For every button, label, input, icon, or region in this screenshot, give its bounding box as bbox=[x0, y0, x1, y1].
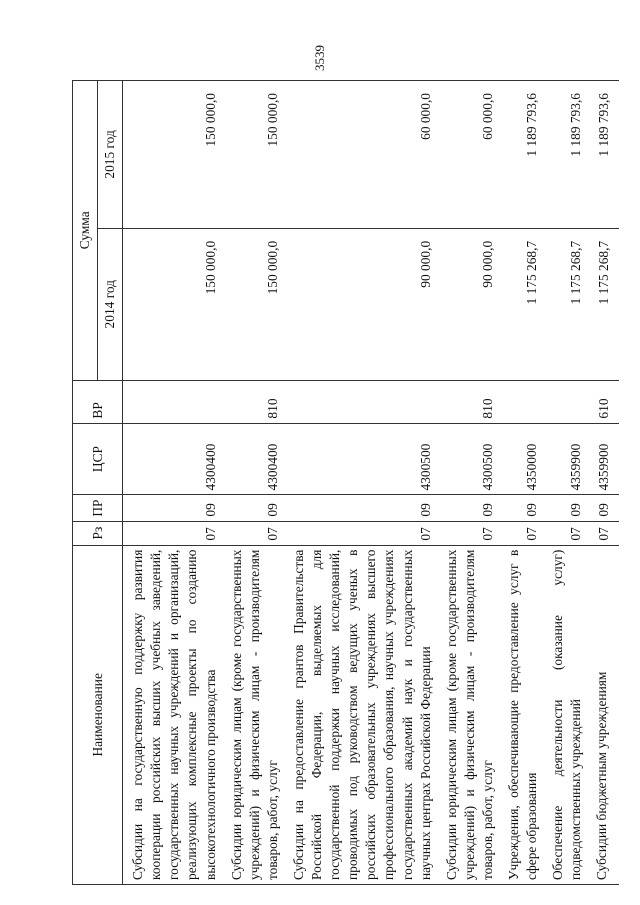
header-pr: ПР bbox=[73, 495, 123, 521]
row-pr: 09 bbox=[591, 495, 619, 521]
row-amount-2014: 150 000,0 bbox=[123, 228, 226, 380]
row-rz: 07 bbox=[441, 521, 503, 545]
row-amount-2014: 1 175 268,7 bbox=[503, 228, 547, 380]
row-amount-2015: 150 000,0 bbox=[123, 81, 226, 229]
row-pr: 09 bbox=[288, 495, 441, 521]
row-csr: 4350000 bbox=[503, 423, 547, 495]
table-row bbox=[591, 81, 619, 885]
header-sum: Сумма bbox=[73, 81, 98, 381]
row-name: Субсидии юридическим лицам (кроме государственных учреждений) и физическим лицам - производителям товаров, работ, услуг bbox=[441, 545, 503, 884]
row-name: Субсидии на государственную поддержку развития кооперации российских высших учебных заведений, государственных научных учреждений и организаций, реализующих комплексные проекты по созданию высокотехнологичного производства bbox=[123, 545, 226, 884]
row-name: Субсидии бюджетным учреждениям bbox=[591, 545, 619, 884]
header-csr: ЦСР bbox=[73, 423, 123, 495]
page-number-text: 3539 bbox=[312, 45, 327, 71]
header-year-2015: 2015 год bbox=[98, 81, 123, 229]
row-vr bbox=[503, 380, 547, 423]
table-row bbox=[123, 81, 226, 885]
row-name: Субсидии на предоставление грантов Правительства Российской Федерации, выделяемых для государственной поддержки научных исследований, проводимых под руководством ведущих ученых в российских образовательных учреждениях высшего профессионального образования, научных учреждениях государственных академий наук и государственных научных центрах Российской Федерации bbox=[288, 545, 441, 884]
row-csr: 4300500 bbox=[441, 423, 503, 495]
row-vr: 810 bbox=[226, 380, 288, 423]
table-row bbox=[288, 81, 441, 885]
table-row bbox=[503, 81, 547, 885]
header-vr: ВР bbox=[73, 380, 123, 423]
row-name: Учреждения, обеспечивающие предоставление услуг в сфере образования bbox=[503, 545, 547, 884]
header-rz: Рз bbox=[73, 521, 123, 545]
row-amount-2015: 1 189 793,6 bbox=[591, 81, 619, 229]
row-amount-2015: 1 189 793,6 bbox=[503, 81, 547, 229]
row-amount-2015: 60 000,0 bbox=[288, 81, 441, 229]
rotated-page-content bbox=[72, 80, 612, 885]
table-row bbox=[547, 81, 591, 885]
row-amount-2014: 1 175 268,7 bbox=[591, 228, 619, 380]
row-rz: 07 bbox=[288, 521, 441, 545]
row-amount-2014: 90 000,0 bbox=[441, 228, 503, 380]
row-csr: 4300400 bbox=[123, 423, 226, 495]
row-csr: 4300400 bbox=[226, 423, 288, 495]
row-amount-2015: 60 000,0 bbox=[441, 81, 503, 229]
table-body bbox=[123, 81, 620, 885]
row-csr: 4359900 bbox=[547, 423, 591, 495]
row-amount-2015: 1 189 793,6 bbox=[547, 81, 591, 229]
row-csr: 4359900 bbox=[591, 423, 619, 495]
row-pr: 09 bbox=[226, 495, 288, 521]
row-pr: 09 bbox=[547, 495, 591, 521]
table-header bbox=[73, 81, 123, 885]
header-name: Наименование bbox=[73, 545, 123, 884]
row-amount-2014: 150 000,0 bbox=[226, 228, 288, 380]
row-rz: 07 bbox=[591, 521, 619, 545]
table-row bbox=[226, 81, 288, 885]
row-vr bbox=[288, 380, 441, 423]
row-name: Субсидии юридическим лицам (кроме государственных учреждений) и физическим лицам - производителям товаров, работ, услуг bbox=[226, 545, 288, 884]
budget-table bbox=[72, 80, 619, 885]
table-row bbox=[441, 81, 503, 885]
header-year-2014: 2014 год bbox=[98, 228, 123, 380]
row-rz: 07 bbox=[123, 521, 226, 545]
row-rz: 07 bbox=[226, 521, 288, 545]
row-vr bbox=[547, 380, 591, 423]
row-amount-2015: 150 000,0 bbox=[226, 81, 288, 229]
row-amount-2014: 1 175 268,7 bbox=[547, 228, 591, 380]
row-pr: 09 bbox=[441, 495, 503, 521]
row-amount-2014: 90 000,0 bbox=[288, 228, 441, 380]
page-number bbox=[0, 45, 640, 71]
row-vr: 610 bbox=[591, 380, 619, 423]
row-csr: 4300500 bbox=[288, 423, 441, 495]
row-rz: 07 bbox=[547, 521, 591, 545]
row-pr: 09 bbox=[503, 495, 547, 521]
row-vr bbox=[123, 380, 226, 423]
row-rz: 07 bbox=[503, 521, 547, 545]
row-pr: 09 bbox=[123, 495, 226, 521]
row-name: Обеспечение деятельности (оказание услуг) подведомственных учреждений bbox=[547, 545, 591, 884]
row-vr: 810 bbox=[441, 380, 503, 423]
